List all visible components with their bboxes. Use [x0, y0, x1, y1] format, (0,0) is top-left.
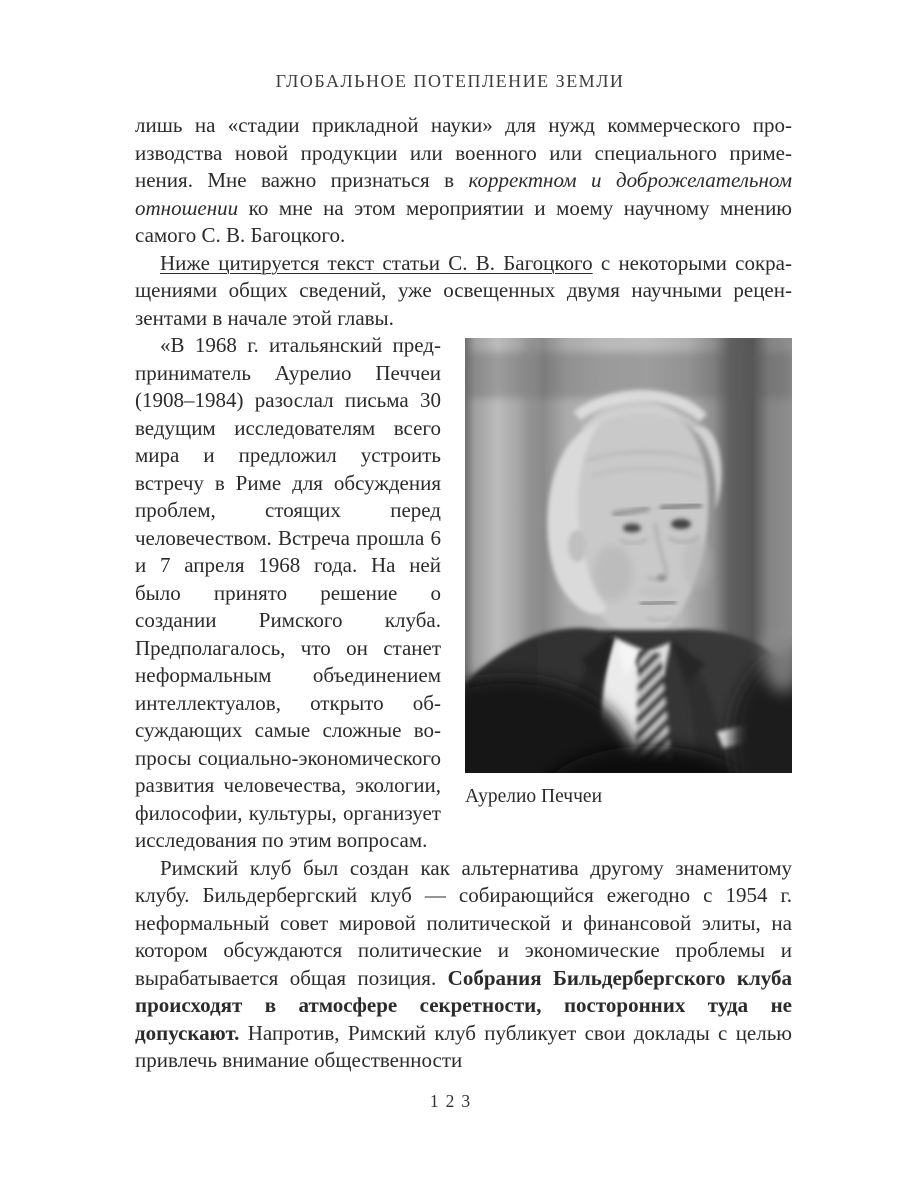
text-run: Напротив, Римский клуб публикует свои доклады с целью привлечь внимание общественности	[135, 1020, 792, 1072]
paragraph-4	[135, 855, 792, 1075]
paragraph-2	[135, 250, 792, 333]
portrait-photo	[465, 338, 792, 773]
text-run-bold: Собрания Бильдербергского клуба происходят в атмосфере секретности, посторонних туда не допускают.	[135, 965, 793, 1045]
text-run: «В 1968 г. итальянский предприниматель Аурелио Печчеи (1908–1984) разослал письма 30 ведущим исследователям всего мира и предложил устроить встречу в Риме для обсуждения проблем, стоящих перед человечеством. Встреча прошла 6 и 7 апреля 1968 года. На ней было принято решение о создании Римского клуба. Предполагалось, что он станет неформальным объединением интеллектуалов, открыто обсуждающих самые сложные вопросы социально-экономического развития человечества, экологии, философии, культуры, организует исследования по этим вопросам.	[135, 333, 441, 852]
page-number: 123	[429, 1091, 478, 1111]
text-run-underlined: Ниже цитируется текст статьи С. В. Багоцкого	[160, 250, 593, 275]
paragraph-1	[135, 112, 792, 250]
text-run: с некоторыми сокращениями общих сведений, уже освещенных двумя научными рецензентами в начале этой главы.	[135, 250, 792, 330]
photo-caption: Аурелио Печчеи	[465, 786, 603, 807]
portrait-illustration	[465, 338, 792, 773]
running-header-title: ГЛОБАЛЬНОЕ ПОТЕПЛЕНИЕ ЗЕМЛИ	[275, 71, 625, 91]
text-run: Римский клуб был создан как альтернатива другому знаменитому клубу. Бильдербергский клуб — собирающийся ежегодно с 1954 г. неформальный совет мировой политической и финансовой элиты, на котором обсуждаются политические и экономические проблемы и вырабатывается общая позиция.	[135, 855, 792, 990]
aurelio-peccei-figure	[465, 338, 792, 809]
text-run-italic: корректном и доброжелательном отношении	[135, 168, 792, 220]
page-content	[135, 112, 792, 1075]
text-run: лишь на «стадии прикладной науки» для нужд коммерческого производства новой продукции или военного или специального применения. Мне важно признаться в	[135, 113, 792, 192]
text-run: ко мне на этом мероприятии и моему научному мнению самого С. В. Багоцкого.	[135, 195, 792, 247]
